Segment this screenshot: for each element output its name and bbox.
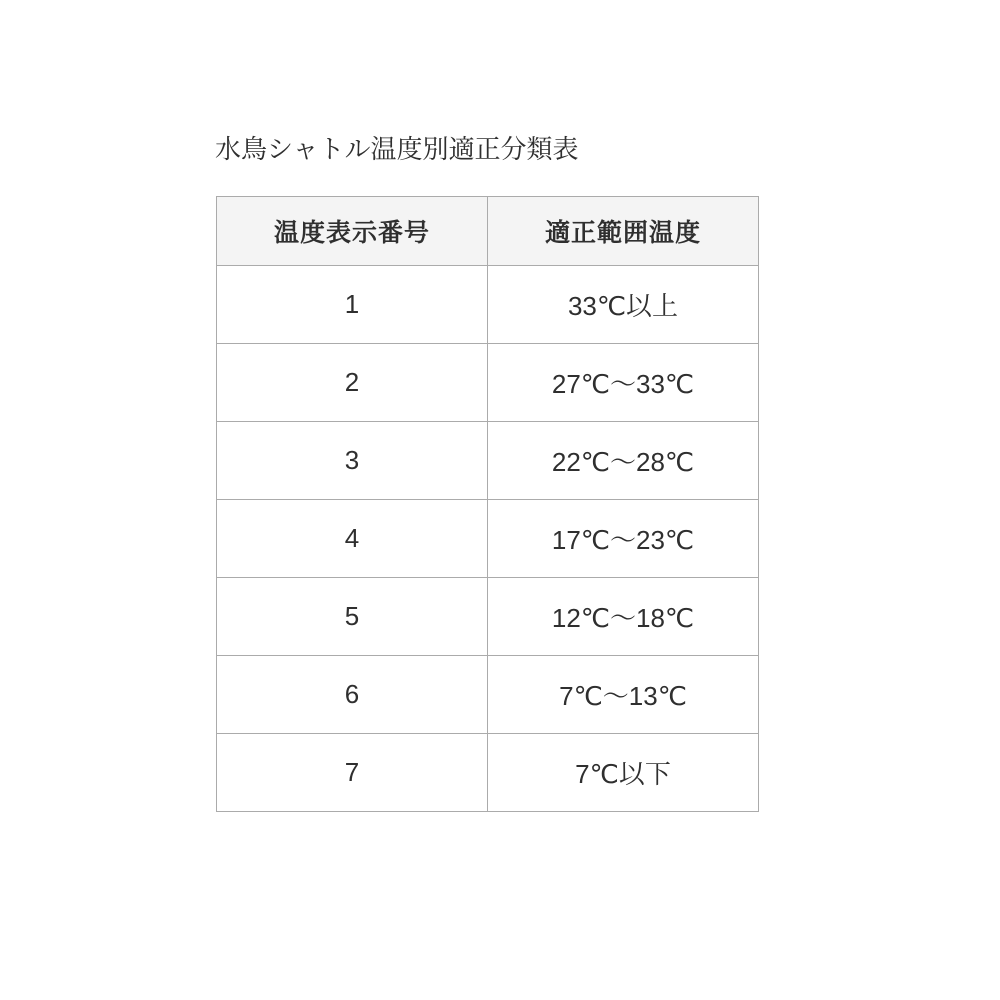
- table-header-row: [217, 197, 759, 266]
- table-row: [217, 578, 759, 656]
- table-row: [217, 344, 759, 422]
- cell-temperature-range: 33℃以上: [488, 266, 759, 344]
- column-header-temperature-number: 温度表示番号: [217, 197, 488, 266]
- table-row: [217, 422, 759, 500]
- cell-temperature-number: 7: [217, 734, 488, 812]
- table-row: [217, 266, 759, 344]
- cell-temperature-range: 17℃～23℃: [488, 500, 759, 578]
- cell-temperature-number: 6: [217, 656, 488, 734]
- table-row: [217, 734, 759, 812]
- column-header-temperature-range: 適正範囲温度: [488, 197, 759, 266]
- cell-temperature-range: 7℃以下: [488, 734, 759, 812]
- cell-temperature-range: 12℃～18℃: [488, 578, 759, 656]
- table-row: [217, 656, 759, 734]
- cell-temperature-number: 4: [217, 500, 488, 578]
- cell-temperature-number: 3: [217, 422, 488, 500]
- table-header: [217, 197, 759, 266]
- temperature-table: [216, 196, 759, 812]
- cell-temperature-number: 5: [217, 578, 488, 656]
- table-body: [217, 266, 759, 812]
- cell-temperature-range: 27℃～33℃: [488, 344, 759, 422]
- cell-temperature-number: 1: [217, 266, 488, 344]
- cell-temperature-number: 2: [217, 344, 488, 422]
- page-title: 水鳥シャトル温度別適正分類表: [215, 134, 579, 164]
- cell-temperature-range: 22℃～28℃: [488, 422, 759, 500]
- table-row: [217, 500, 759, 578]
- cell-temperature-range: 7℃～13℃: [488, 656, 759, 734]
